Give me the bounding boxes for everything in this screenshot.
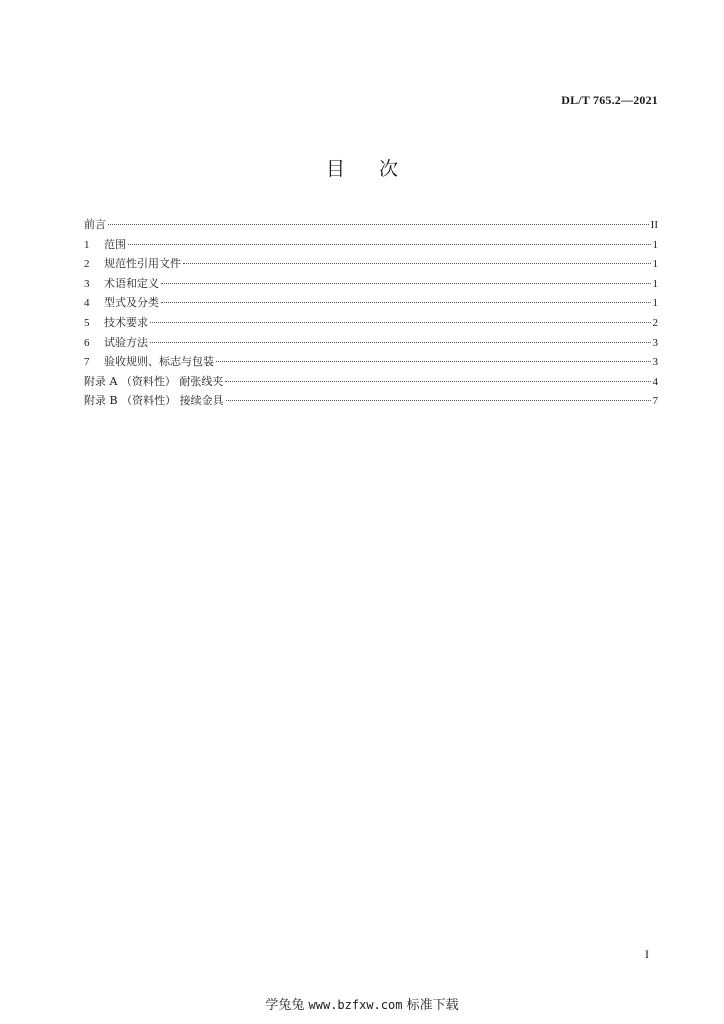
standard-code: DL/T 765.2—2021 <box>561 93 658 107</box>
toc-entry-page: 1 <box>652 297 658 310</box>
toc-entry-number: 2 <box>84 258 90 271</box>
toc-entry-page: 1 <box>652 277 658 290</box>
toc-entry-label: 术语和定义 <box>104 276 159 290</box>
toc-entry-number: 4 <box>84 297 90 310</box>
toc-entry-label: 验收规则、标志与包装 <box>104 355 214 369</box>
toc-entry-page: 1 <box>652 258 658 271</box>
toc-title-char-1: 目 <box>325 158 345 180</box>
toc-entry-scope[interactable] <box>84 235 658 255</box>
toc-title <box>0 154 724 181</box>
footer-tagline: 标准下载 <box>406 998 459 1013</box>
toc-entry-page: 7 <box>652 395 658 408</box>
toc-leader <box>161 283 651 284</box>
footer-url[interactable]: www.bzfxw.com <box>308 998 403 1012</box>
toc-leader <box>183 263 651 264</box>
table-of-contents <box>84 215 658 411</box>
toc-entry-page: 2 <box>652 316 658 329</box>
toc-title-char-2: 次 <box>379 158 399 180</box>
toc-entry-number: 1 <box>84 238 90 251</box>
toc-entry-types[interactable] <box>84 293 658 313</box>
page-number: I <box>645 947 649 961</box>
toc-entry-appendix-a[interactable] <box>84 372 658 392</box>
footer-site-name: 学兔兔 <box>265 998 305 1013</box>
toc-leader <box>150 342 651 343</box>
toc-leader <box>225 381 650 382</box>
toc-entry-requirements[interactable] <box>84 313 658 333</box>
toc-entry-label: 附录 A （资料性） 耐张线夹 <box>84 374 224 388</box>
footer-watermark <box>0 994 724 1013</box>
toc-entry-label: 范围 <box>104 237 126 251</box>
toc-leader <box>161 302 651 303</box>
toc-entry-label: 附录 B （资料性） 接续金具 <box>84 394 224 408</box>
toc-entry-label: 前言 <box>84 218 106 231</box>
toc-entry-page: II <box>650 219 658 231</box>
toc-entry-number: 3 <box>84 277 90 290</box>
toc-leader <box>128 244 651 245</box>
toc-entry-label: 规范性引用文件 <box>104 257 181 271</box>
toc-entry-label: 试验方法 <box>104 335 148 349</box>
toc-entry-foreword[interactable] <box>84 215 658 235</box>
toc-entry-label: 型式及分类 <box>104 296 159 310</box>
toc-entry-appendix-b[interactable] <box>84 391 658 411</box>
toc-entry-page: 3 <box>652 356 658 369</box>
toc-entry-terms[interactable] <box>84 274 658 294</box>
toc-entry-number: 6 <box>84 336 90 349</box>
toc-entry-label: 技术要求 <box>104 315 148 329</box>
toc-entry-normative-references[interactable] <box>84 254 658 274</box>
toc-leader <box>108 224 649 225</box>
toc-entry-test-methods[interactable] <box>84 333 658 353</box>
toc-leader <box>216 361 651 362</box>
toc-entry-number: 7 <box>84 356 90 369</box>
toc-entry-acceptance[interactable] <box>84 352 658 372</box>
toc-leader <box>150 322 651 323</box>
toc-entry-number: 5 <box>84 316 90 329</box>
toc-entry-page: 3 <box>652 336 658 349</box>
toc-entry-page: 4 <box>652 375 658 388</box>
toc-entry-page: 1 <box>652 238 658 251</box>
toc-leader <box>226 400 651 401</box>
